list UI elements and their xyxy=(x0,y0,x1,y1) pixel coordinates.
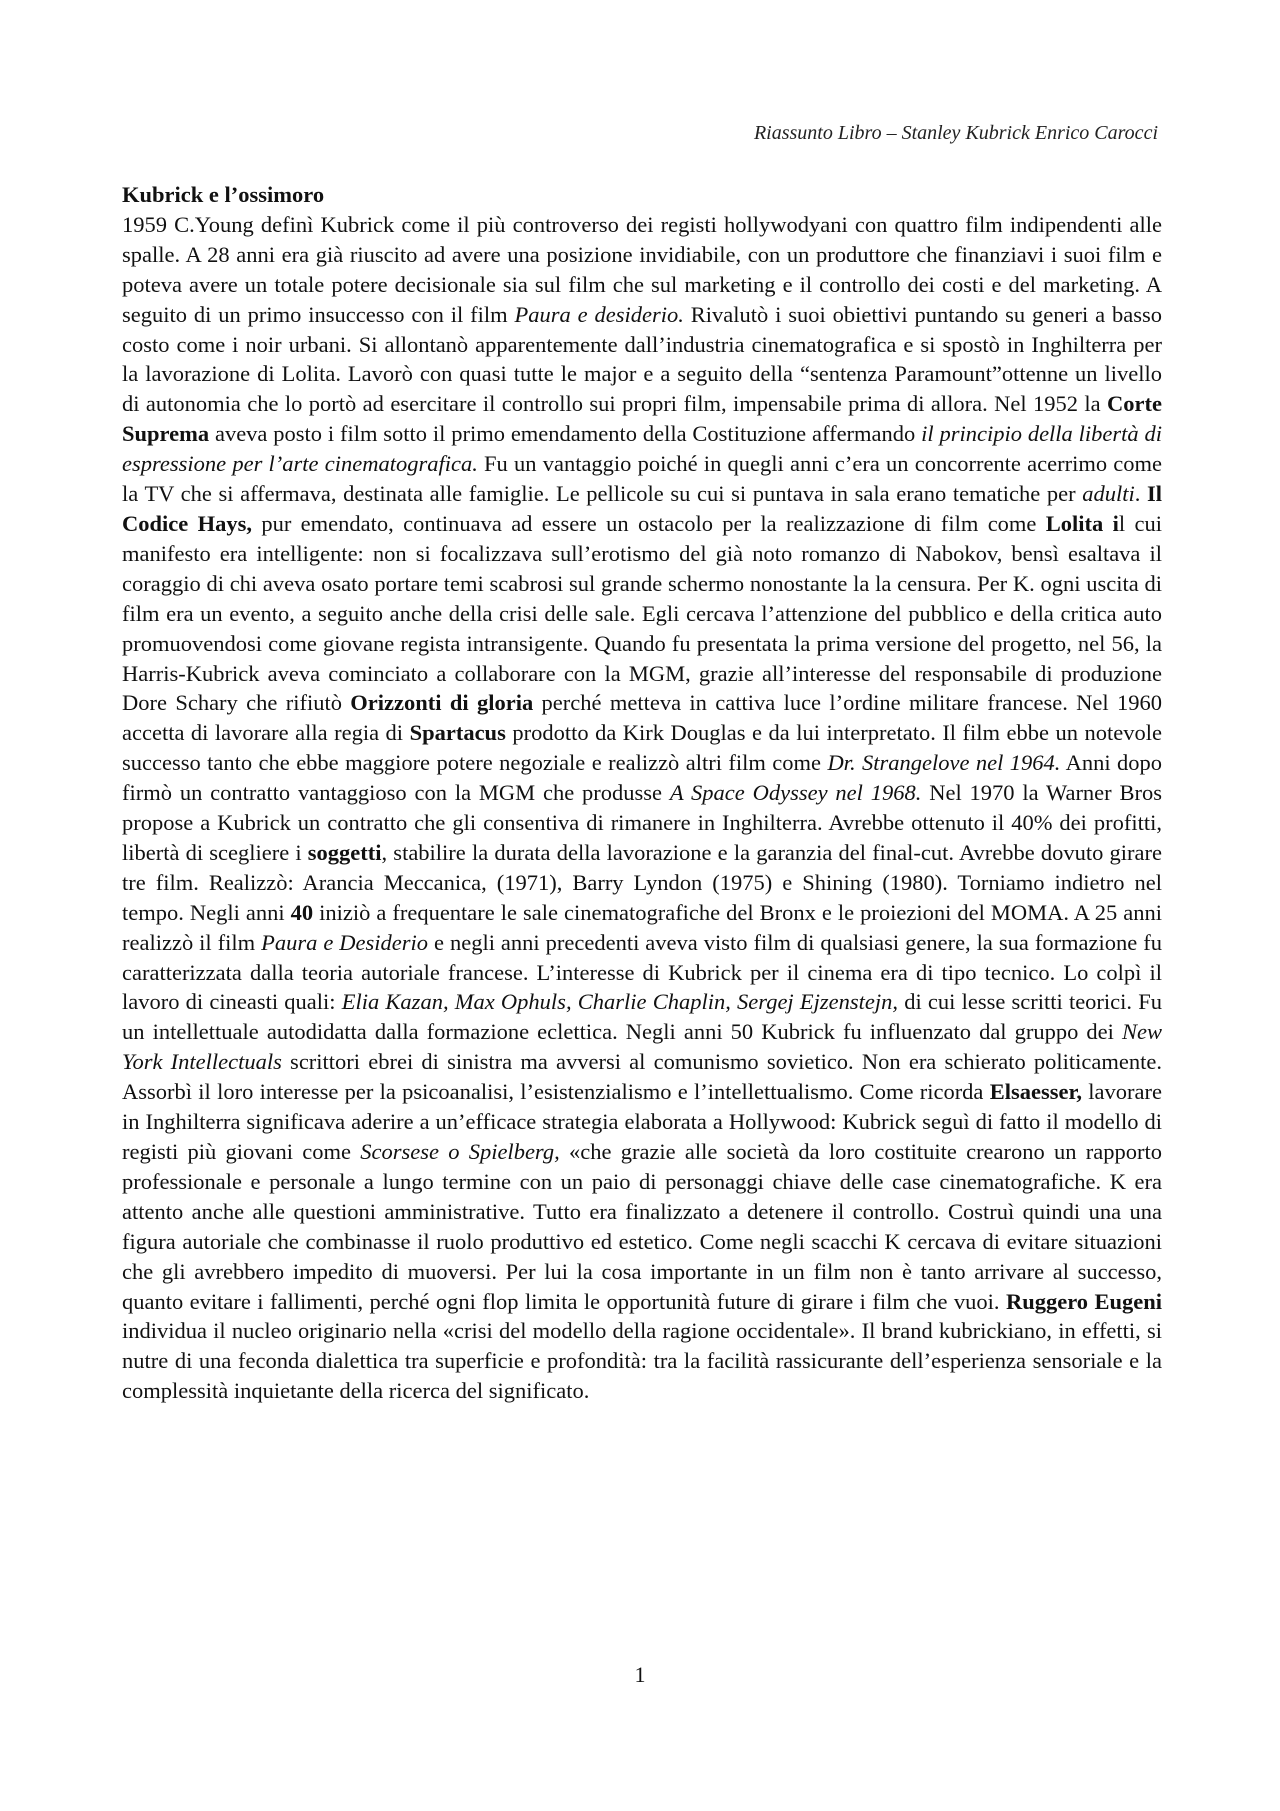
bold-run: 40 xyxy=(290,899,314,925)
text-run: pur emendato, continuava ad essere un ostacolo per la realizzazione di film come xyxy=(251,510,1046,536)
text-run: Rivalutò i suoi obiettivi puntando su generi a basso costo come i noir urbani. Si allontanò apparentemente dall’industria cinematografica e si spostò in Inghilterra per la lavorazione di Lolita. Lavorò con quasi tutte le major e a seguito della “sentenza Paramount”ottenne un livello di autonomia che lo portò ad esercitare il controllo sui propri film, impensabile prima di allora. Nel 1952 la xyxy=(122,301,1162,417)
text-run: l cui manifesto era intelligente: non si focalizzava sull’erotismo del già noto romanzo di Nabokov, bensì esaltava il coraggio di chi aveva osato portare temi scabrosi sul grande schermo nonostante la la censura. Per K. ogni uscita di film era un evento, a seguito anche della crisi delle sale. Egli cercava l’attenzione del pubblico e della critica auto promuovendosi come giovane regista intransigente. Quando fu presentata la prima versione del progetto, nel 56, la Harris-Kubrick aveva cominciato a collaborare con la MGM, grazie all’interesse del responsabile di produzione Dore Schary che rifiutò xyxy=(122,510,1162,716)
bold-run: Orizzonti di gloria xyxy=(350,690,534,716)
text-run: lavorare in Inghilterra significava aderire a un’efficace strategia elaborata a Hollywood: Kubrick seguì di fatto il modello di registi più giovani come xyxy=(122,1079,1162,1164)
italic-run: Dr. Strangelove nel 1964. xyxy=(827,750,1061,776)
text-run: Fu un vantaggio poiché in quegli anni c’era un concorrente acerrimo come la TV che si affermava, destinata alle famiglie. Le pellicole su cui si puntava in sala erano tematiche per xyxy=(122,451,1162,507)
italic-run: Scorsese o Spielberg, xyxy=(360,1139,560,1164)
italic-run: A Space Odyssey nel 1968. xyxy=(669,780,922,806)
text-run: iniziò a frequentare le sale cinematografiche del Bronx e le proiezioni del MOMA. A 25 anni realizzò il film xyxy=(122,899,1163,955)
text-run: perché metteva in cattiva luce l’ordine militare francese. Nel 1960 accetta di lavorare alla regia di xyxy=(122,690,1162,746)
italic-run: Elia Kazan, Max Ophuls, Charlie Chaplin, Sergej Ejzenstejn, xyxy=(341,989,898,1015)
text-run: Anni dopo firmò un contratto vantaggioso con la MGM che produsse xyxy=(122,750,1162,806)
text-run: aveva posto i film sotto il primo emendamento della Costituzione affermando xyxy=(209,421,922,447)
page-number: 1 xyxy=(634,1662,646,1687)
text-run: di cui lesse scritti teorici. Fu un intellettuale autodidatta dalla formazione eclettica. Negli anni 50 Kubrick fu influenzato dal gruppo dei xyxy=(122,989,1162,1045)
italic-run: il principio della libertà di espressione per l’arte cinematografica. xyxy=(122,421,1162,477)
bold-run: Il Codice Hays, xyxy=(122,481,1163,536)
text-run: , stabilire la durata della lavorazione e la garanzia del final-cut. Avrebbe dovuto girare tre film. Realizzò: Arancia Meccanica, (1971), Barry Lyndon (1975) e Shining (1980). Torniamo indietro nel tempo. Negli anni xyxy=(122,839,1163,925)
text-run: . xyxy=(1134,481,1147,507)
bold-run: Lolita i xyxy=(1045,510,1119,536)
text-run: e negli anni precedenti aveva visto film di qualsiasi genere, la sua formazione fu caratterizzata dalla teoria autoriale francese. L’interesse di Kubrick per il cinema era di tipo tecnico. Lo colpì il lavoro di cineasti quali: xyxy=(122,929,1162,1015)
text-run: individua il nucleo originario nella «crisi del modello della ragione occidentale». Il brand kubrickiano, in effetti, si nutre di una feconda dialettica tra superficie e profondità: tra la facilità rassicurante dell’esperienza sensoriale e la complessità inquietante della ricerca del significato. xyxy=(122,1318,1162,1404)
text-run: Nel 1970 la Warner Bros propose a Kubrick un contratto che gli consentiva di rimanere in Inghilterra. Avrebbe ottenuto il 40% dei profitti, libertà di scegliere i xyxy=(122,780,1163,865)
document-body xyxy=(122,180,1162,1406)
italic-run: Paura e Desiderio xyxy=(261,929,429,955)
body-paragraph xyxy=(122,210,1162,1406)
text-run: «che grazie alle società da loro costituite crearono un rapporto professionale e personale a lungo termine con un paio di personaggi chiave delle case cinematografiche. K era attento anche alle questioni amministrative. Tutto era finalizzato a detenere il controllo. Costruì quindi una una figura autoriale che combinasse il ruolo produttivo ed estetico. Come negli scacchi K cercava di evitare situazioni che gli avrebbero impedito di muoversi. Per lui la cosa importante in un film non è tanto arrivare al successo, quanto evitare i fallimenti, perché ogni flop limita le opportunità future di girare i film che vuoi. xyxy=(122,1139,1162,1314)
section-heading: Kubrick e l’ossimoro xyxy=(122,182,325,207)
bold-run: Spartacus xyxy=(409,720,506,746)
italic-run: adulti xyxy=(1082,481,1135,507)
bold-run: Elsaesser, xyxy=(989,1079,1083,1105)
text-run: scrittori ebrei di sinistra ma avversi al comunismo sovietico. Non era schierato politicamente. Assorbì il loro interesse per la psicoanalisi, l’esistenzialismo e l’intellettualismo. Come ricorda xyxy=(122,1049,1162,1105)
bold-run: Ruggero Eugeni xyxy=(1005,1288,1162,1314)
running-header: Riassunto Libro – Stanley Kubrick Enrico Carocci xyxy=(753,122,1158,144)
italic-run: New York Intellectuals xyxy=(122,1019,1162,1075)
text-run: prodotto da Kirk Douglas e da lui interpretato. Il film ebbe un notevole successo tanto che ebbe maggiore potere negoziale e realizzò altri film come xyxy=(122,720,1162,776)
bold-run: Corte Suprema xyxy=(122,391,1162,447)
text-run: 1959 C.Young definì Kubrick come il più controverso dei registi hollywodyani con quattro film indipendenti alle spalle. A 28 anni era già riuscito ad avere una posizione invidiabile, con un produttore che finanziavi i suoi film e poteva avere un totale potere decisionale sia sul film che sul marketing e il controllo dei costi e del marketing. A seguito di un primo insuccesso con il film xyxy=(122,211,1162,327)
italic-run: Paura e desiderio. xyxy=(514,301,684,327)
bold-run: soggetti xyxy=(307,839,382,865)
